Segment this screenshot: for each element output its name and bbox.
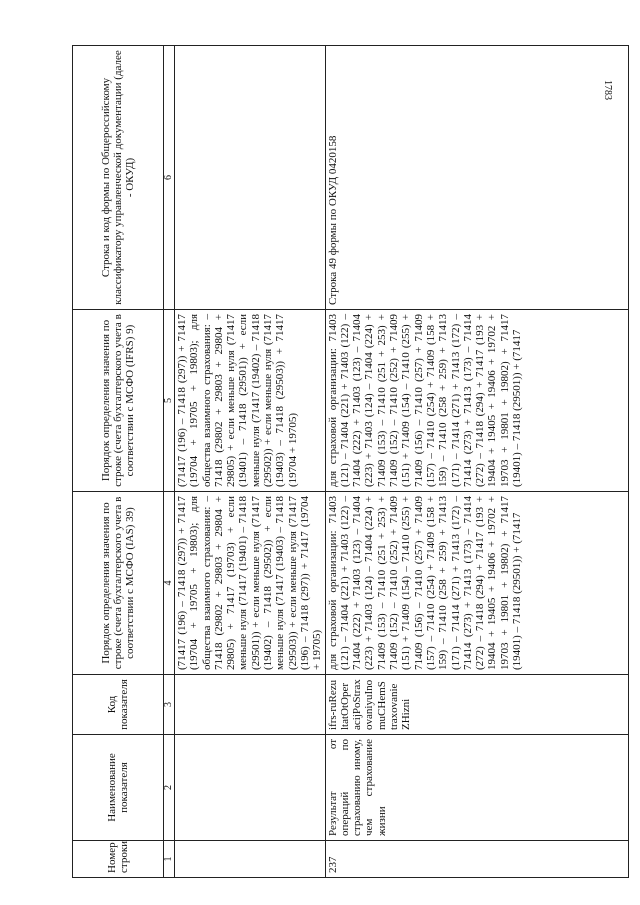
header-ias39-method: Порядок определения значения по строке (счета бухгалтерского учета в соответствии с МСФО (IAS) 39): [73, 492, 164, 675]
rotated-page: [72, 46, 630, 878]
column-number: 4: [164, 492, 175, 675]
ifrs9-formula-cell: для страховой организации: 71403 (121) – 71404 (221) + 71403 (122) – 71404 (222) + 71403 (123) – 71404 (223) + 71403 (124) – 71404 (224) + 71409 (153) – 71410 (251 + 253) + 71409 (152) – 71410 (252) + 71409 (151) + 71409 (154) – 71410 (255) + 71409 (156) – 71410 (257) + 71409 (157) – 71410 (254) + 71409 (158 + 159) – 71410 (258 + 259) + 71413 (171) – 71414 (271) + 71413 (172) – 71414 (273) + 71413 (173) – 71414 (272) – 71418 (294) + 71417 (193 + 19404 + 19405 + 19406 + 19702 + 19703 + 19801 + 19802) + 71417 (19401) – 71418 (29501)) + (71417: [325, 310, 628, 492]
header-indicator-name: Наименование показателя: [73, 735, 164, 841]
column-number-row: [164, 46, 175, 878]
ias39-formula-cell: (71417 (196) – 71418 (297)) + 71417 (19704 + 19705 + 19803); для общества взаимного страхования: – 71418 (29802 + 29803 + 29804 + 29805) + 71417 (19703) + если меньше нуля (71417 (19401) – 71418 (29501)) + если меньше нуля (71417 (19402) – 71418 (29502)) + если меньше нуля (71417 (19403) – 71418 (29503)) + если меньше нуля (71417 (196) – 71418 (297)) + 71417 (19704 + 19705): [175, 492, 326, 675]
okud-reference-cell: Строка 49 формы по ОКУД 0420158: [325, 46, 628, 310]
column-number: 6: [164, 46, 175, 310]
column-number: 2: [164, 735, 175, 841]
header-row-number: Номер строки: [73, 841, 164, 878]
indicator-code-cell: ifrs-ruRezultatOtOperacijPoStraxovaniyuInomuCHemStraxovanieZHizni: [325, 675, 628, 735]
indicator-name-cell: [175, 735, 326, 841]
header-row: [73, 46, 164, 878]
column-number: 1: [164, 841, 175, 878]
header-indicator-code: Код показателя: [73, 675, 164, 735]
ias39-formula-cell: для страховой организации: 71403 (121) – 71404 (221) + 71403 (122) – 71404 (222) + 71403 (123) – 71404 (223) + 71403 (124) – 71404 (224) + 71409 (153) – 71410 (251 + 253) + 71409 (152) – 71410 (252) + 71409 (151) + 71409 (154) – 71410 (255) + 71409 (156) – 71410 (257) + 71409 (157) – 71410 (254) + 71409 (158 + 159) – 71410 (258 + 259) + 71413 (171) – 71414 (271) + 71413 (172) – 71414 (273) + 71413 (173) – 71414 (272) – 71418 (294) + 71417 (193 + 19404 + 19405 + 19406 + 19702 + 19703 + 19801 + 19802) + 71417 (19401) – 71418 (29501)) + (71417: [325, 492, 628, 675]
row-number-cell: [175, 841, 326, 878]
ifrs9-formula-cell: (71417 (196) – 71418 (297)) + 71417 (19704 + 19705 + 19803); для общества взаимного страхования: – 71418 (29802 + 29803 + 29804 + 29805) + если меньше нуля (71417 (19401) – 71418 (29501)) + если меньше нуля (71417 (19402) – 71418 (29502)) + если меньше нуля (71417 (19403) – 71418 (29503)) + 71417 (19704 + 19705): [175, 310, 326, 492]
column-number: 5: [164, 310, 175, 492]
column-number: 3: [164, 675, 175, 735]
header-okud-reference: Строка и код формы по Общероссийскому классификатору управленческой документации (далее - ОКУД): [73, 46, 164, 310]
indicator-name-cell: Результат от операций по страхованию иному, чем страхование жизни: [325, 735, 628, 841]
header-ifrs9-method: Порядок определения значения по строке (счета бухгалтерского учета в соответствии с МСФО (IFRS) 9): [73, 310, 164, 492]
form-table: [72, 45, 629, 878]
row-number-cell: 237: [325, 841, 628, 878]
table-row: [325, 46, 628, 878]
page-number: 1783: [602, 80, 613, 100]
okud-reference-cell: [175, 46, 326, 310]
table-row: [175, 46, 326, 878]
indicator-code-cell: [175, 675, 326, 735]
